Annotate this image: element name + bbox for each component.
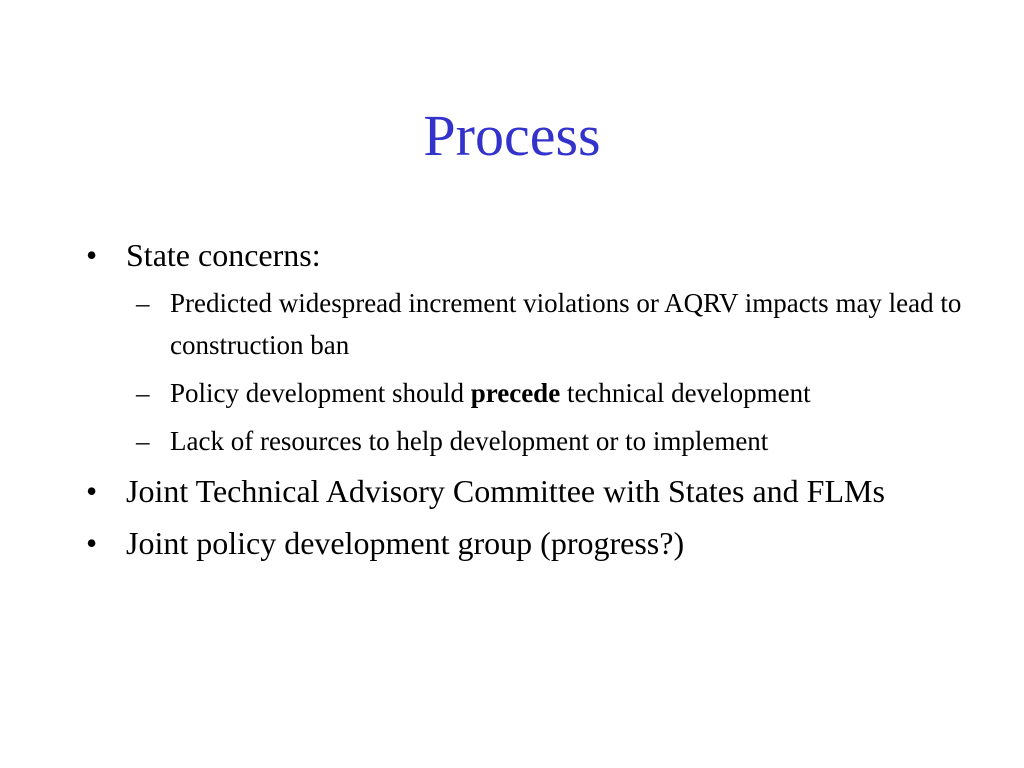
sub-item-resources <box>126 420 982 462</box>
bullet-item-state-concerns <box>82 232 982 462</box>
sub-item-policy <box>126 372 982 414</box>
sub-item-text-after: technical development <box>560 378 811 408</box>
bullet-text: State concerns: <box>126 237 321 273</box>
dash-icon: – <box>136 288 150 318</box>
sub-item-text: Predicted widespread increment violations or AQRV impacts may lead to construction ban <box>170 288 962 360</box>
dash-icon: – <box>136 426 150 456</box>
bullet-icon: • <box>86 525 98 561</box>
bullet-text: Joint Technical Advisory Committee with States and FLMs <box>126 473 885 509</box>
bullet-item-joint-policy <box>82 520 982 566</box>
bullet-icon: • <box>86 473 98 509</box>
bullet-item-joint-technical <box>82 468 982 514</box>
dash-icon: – <box>136 378 150 408</box>
sub-item-text-bold: precede <box>470 378 561 408</box>
bullet-list <box>82 232 982 572</box>
slide-title: Process <box>423 103 601 168</box>
sub-item-violations <box>126 282 982 366</box>
bullet-text: Joint policy development group (progress?) <box>126 525 685 561</box>
sub-item-text-before: Policy development should <box>170 378 471 408</box>
sub-item-text: Lack of resources to help development or to implement <box>170 426 769 456</box>
bullet-icon: • <box>86 237 98 273</box>
sub-bullet-list <box>126 282 982 462</box>
